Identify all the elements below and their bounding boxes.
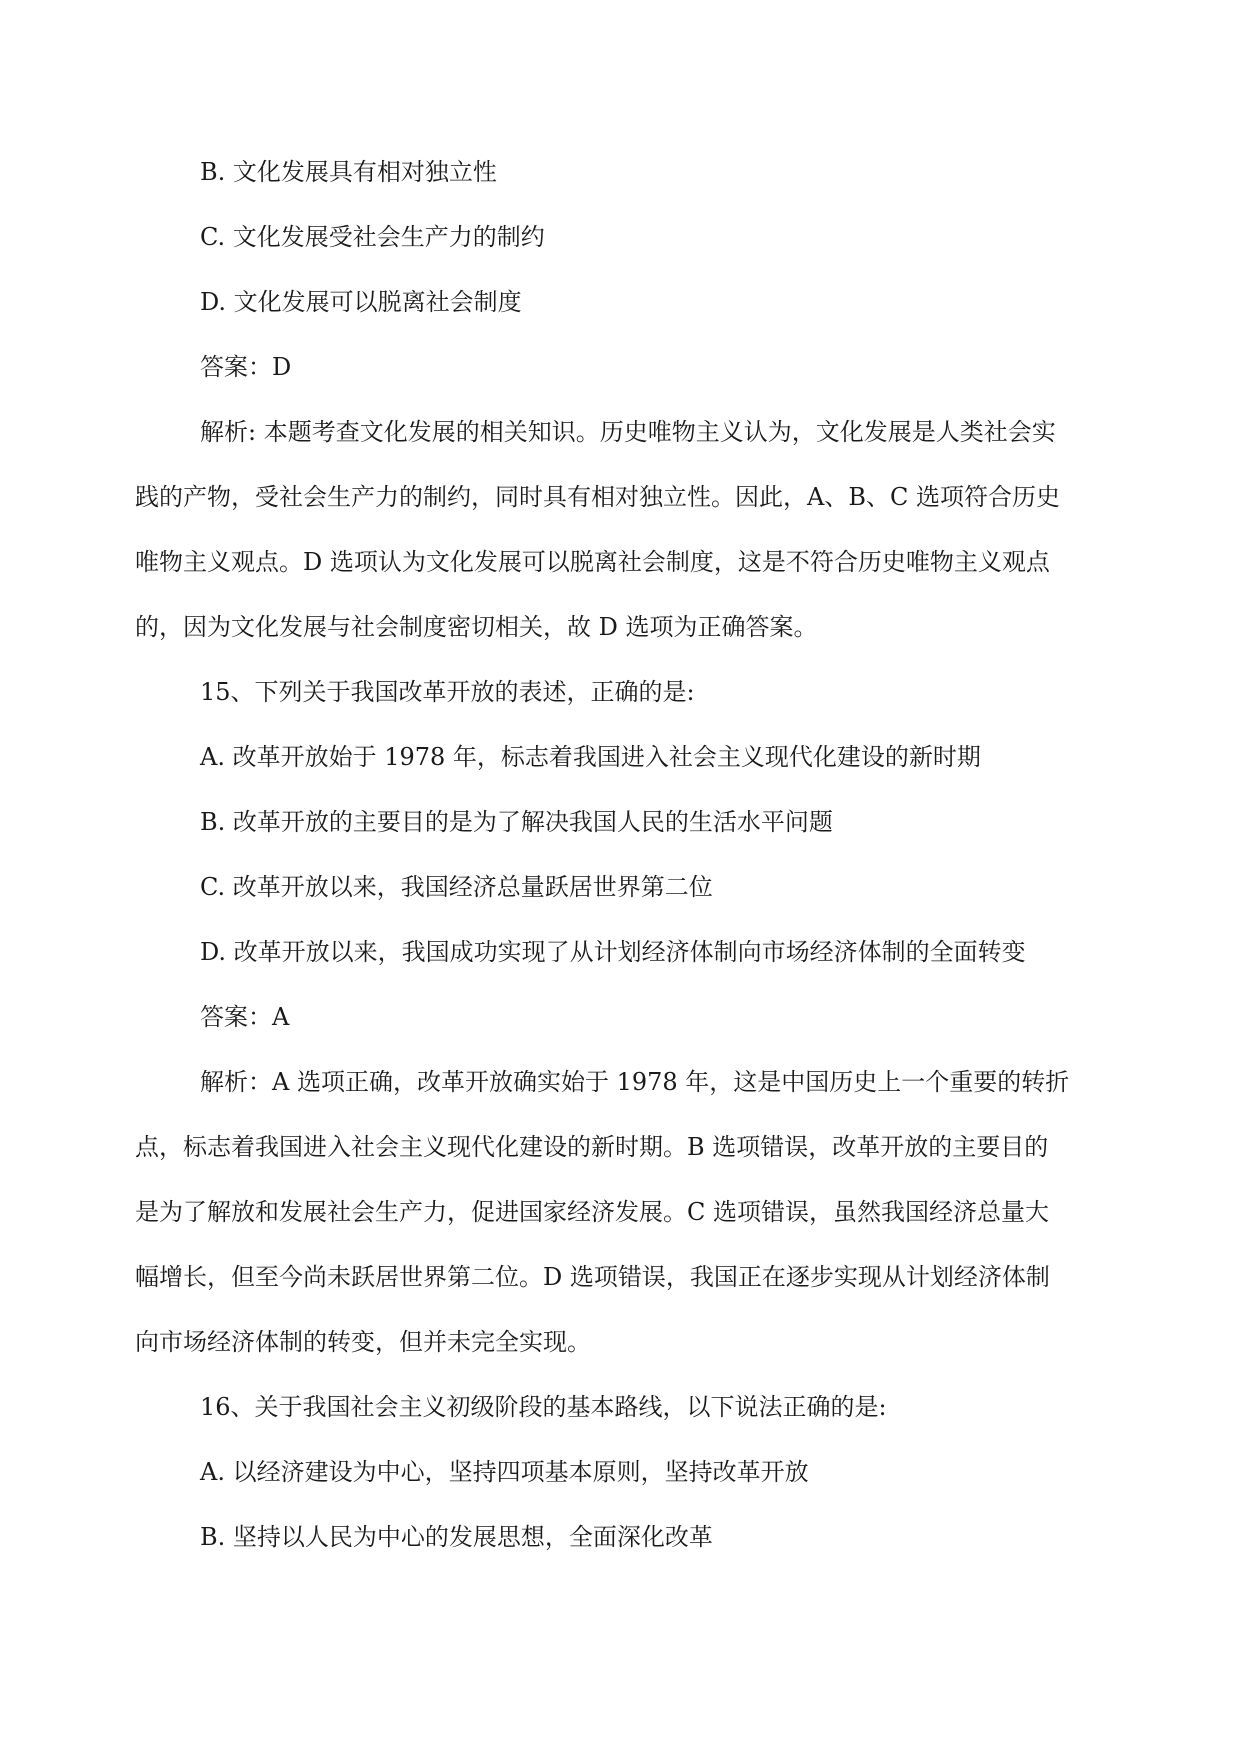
q14-analysis-line: 解析: 本题考查文化发展的相关知识。历史唯物主义认为，文化发展是人类社会实 [200,418,1056,446]
q16-option-b: B. 坚持以人民为中心的发展思想，全面深化改革 [200,1523,713,1551]
q14-analysis [135,400,1095,660]
q16-question: 16、关于我国社会主义初级阶段的基本路线，以下说法正确的是: [200,1393,887,1421]
q15-analysis-line: 点，标志着我国进入社会主义现代化建设的新时期。B 选项错误，改革开放的主要目的 [135,1133,1049,1161]
q15-option-a: A. 改革开放始于 1978 年，标志着我国进入社会主义现代化建设的新时期 [200,743,981,771]
q16-option-a: A. 以经济建设为中心，坚持四项基本原则，坚持改革开放 [200,1458,809,1486]
q15-question: 15、下列关于我国改革开放的表述，正确的是: [200,678,695,706]
document-body [135,140,1095,1570]
q15-analysis [135,1050,1095,1375]
q15-answer: 答案：A [200,1003,290,1031]
q15-option-b: B. 改革开放的主要目的是为了解决我国人民的生活水平问题 [200,808,833,836]
q15-analysis-line: 幅增长，但至今尚未跃居世界第二位。D 选项错误，我国正在逐步实现从计划经济体制 [135,1263,1050,1291]
q14-analysis-line: 的，因为文化发展与社会制度密切相关，故 D 选项为正确答案。 [135,613,818,641]
q14-option-d: D. 文化发展可以脱离社会制度 [200,288,522,316]
q14-option-b: B. 文化发展具有相对独立性 [200,158,497,186]
q15-analysis-line: 向市场经济体制的转变，但并未完全实现。 [135,1328,591,1356]
q14-analysis-line: 唯物主义观点。D 选项认为文化发展可以脱离社会制度，这是不符合历史唯物主义观点 [135,548,1050,576]
q15-analysis-line: 解析：A 选项正确，改革开放确实始于 1978 年，这是中国历史上一个重要的转折 [200,1068,1070,1096]
q14-option-c: C. 文化发展受社会生产力的制约 [200,223,545,251]
q15-option-d: D. 改革开放以来，我国成功实现了从计划经济体制向市场经济体制的全面转变 [200,938,1026,966]
q15-analysis-line: 是为了解放和发展社会生产力，促进国家经济发展。C 选项错误，虽然我国经济总量大 [135,1198,1049,1226]
q14-analysis-line: 践的产物，受社会生产力的制约，同时具有相对独立性。因此，A、B、C 选项符合历史 [135,483,1060,511]
q15-option-c: C. 改革开放以来，我国经济总量跃居世界第二位 [200,873,713,901]
q14-answer: 答案：D [200,353,292,381]
